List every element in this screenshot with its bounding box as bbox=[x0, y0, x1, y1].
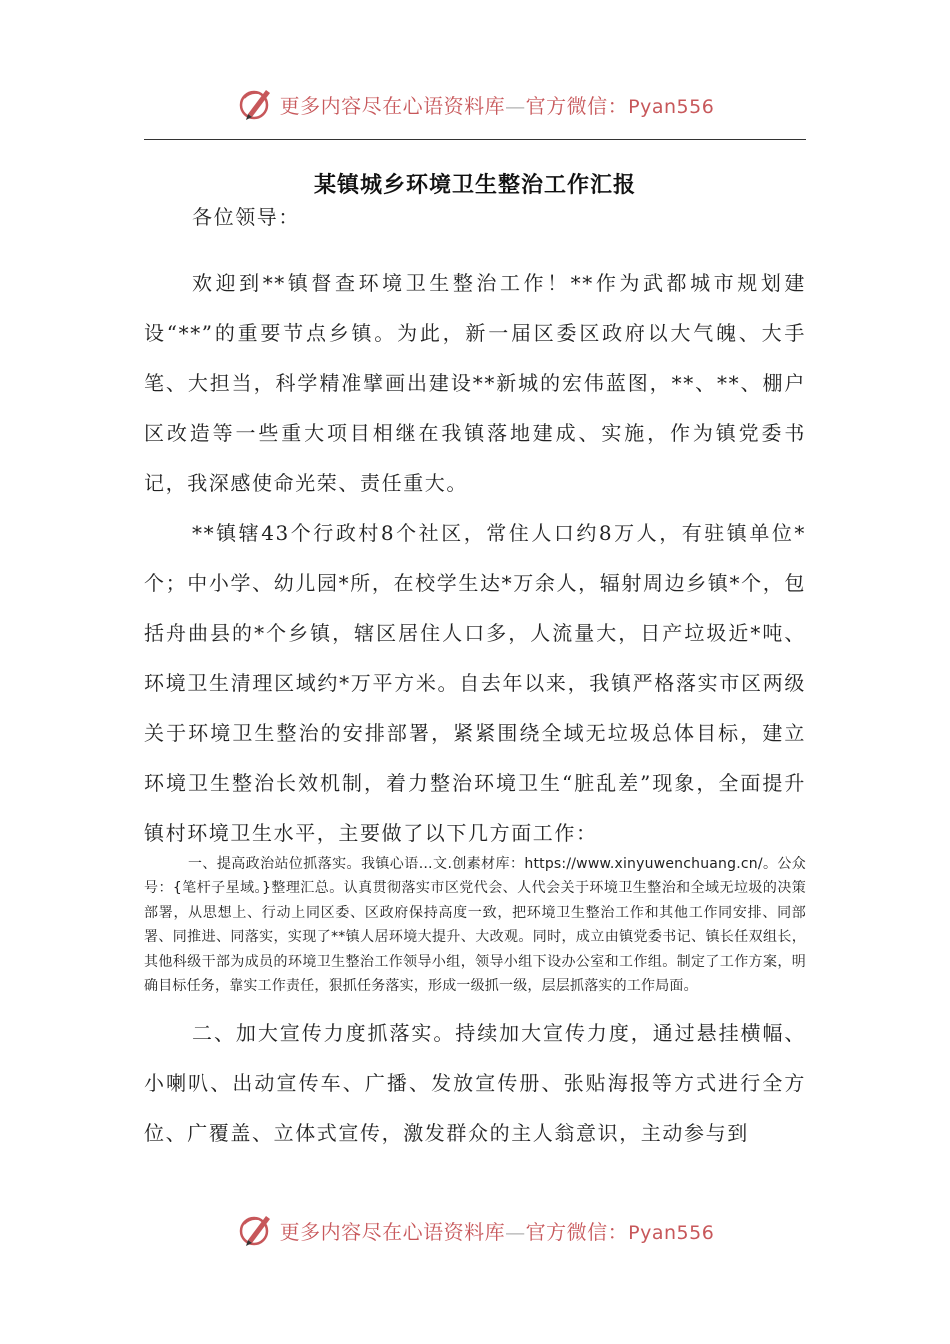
pen-logo-icon bbox=[236, 1210, 276, 1250]
paragraph-1: 欢迎到**镇督查环境卫生整治工作！**作为武都城市规划建设“**”的重要节点乡镇。为此，新一届区委区政府以大气魄、大手笔、大担当，科学精准擘画出建设**新城的宏伟蓝图，**、**、棚户区改造等一些重大项目相继在我镇落地建成、实施，作为镇党委书记，我深感使命光荣、责任重大。 bbox=[144, 271, 806, 495]
banner-separator: — bbox=[505, 93, 526, 118]
banner-wechat-id: Pyan556 bbox=[628, 95, 715, 118]
banner-separator: — bbox=[505, 1219, 526, 1244]
banner-main-text: 更多内容尽在心语资料库 bbox=[279, 93, 506, 118]
header-banner bbox=[0, 82, 950, 126]
document-title: 某镇城乡环境卫生整治工作汇报 bbox=[313, 173, 636, 198]
paragraph-3: 一、提高政治站位抓落实。我镇心语…文.创素材库：https://www.xinyuwenchuang.cn/。公众号：{笔杆子星域。}整理汇总。认真贯彻落实市区党代会、人代会关于环境卫生整治和全域无垃圾的决策部署，从思想上、行动上同区委、区政府保持高度一致，把环境卫生整治工作和其他工作同安排、同部署、同推进、同落实，实现了**镇人居环境大提升、大改观。同时，成立由镇党委书记、镇长任双组长，其他科级干部为成员的环境卫生整治工作领导小组，领导小组下设办公室和工作组。制定了工作方案，明确目标任务，靠实工作责任，狠抓任务落实，形成一级抓一级，层层抓落实的工作局面。 bbox=[144, 856, 806, 995]
header-divider bbox=[144, 139, 806, 140]
banner-text bbox=[280, 90, 715, 119]
banner-wechat-label: 官方微信： bbox=[525, 1219, 629, 1244]
banner-main-text: 更多内容尽在心语资料库 bbox=[279, 1219, 506, 1244]
banner-wechat-id: Pyan556 bbox=[628, 1221, 715, 1244]
banner-wechat-label: 官方微信： bbox=[525, 93, 629, 118]
paragraph-2: **镇辖43个行政村8个社区，常住人口约8万人，有驻镇单位*个；中小学、幼儿园*所，在校学生达*万余人，辐射周边乡镇*个，包括舟曲县的*个乡镇，辖区居住人口多，人流量大，日产垃圾近*吨、环境卫生清理区域约*万平方米。自去年以来，我镇严格落实市区两级关于环境卫生整治的安排部署，紧紧围绕全域无垃圾总体目标，建立环境卫生整治长效机制，着力整治环境卫生“脏乱差”现象，全面提升镇村环境卫生水平，主要做了以下几方面工作： bbox=[144, 521, 806, 845]
banner-text bbox=[280, 1216, 715, 1245]
greeting: 各位领导： bbox=[192, 205, 300, 229]
paragraph-4: 二、加大宣传力度抓落实。持续加大宣传力度，通过悬挂横幅、小喇叭、出动宣传车、广播、发放宣传册、张贴海报等方式进行全方位、广覆盖、立体式宣传，激发群众的主人翁意识，主动参与到 bbox=[144, 1021, 806, 1145]
pen-logo-icon bbox=[236, 84, 276, 124]
footer-banner bbox=[0, 1208, 950, 1252]
